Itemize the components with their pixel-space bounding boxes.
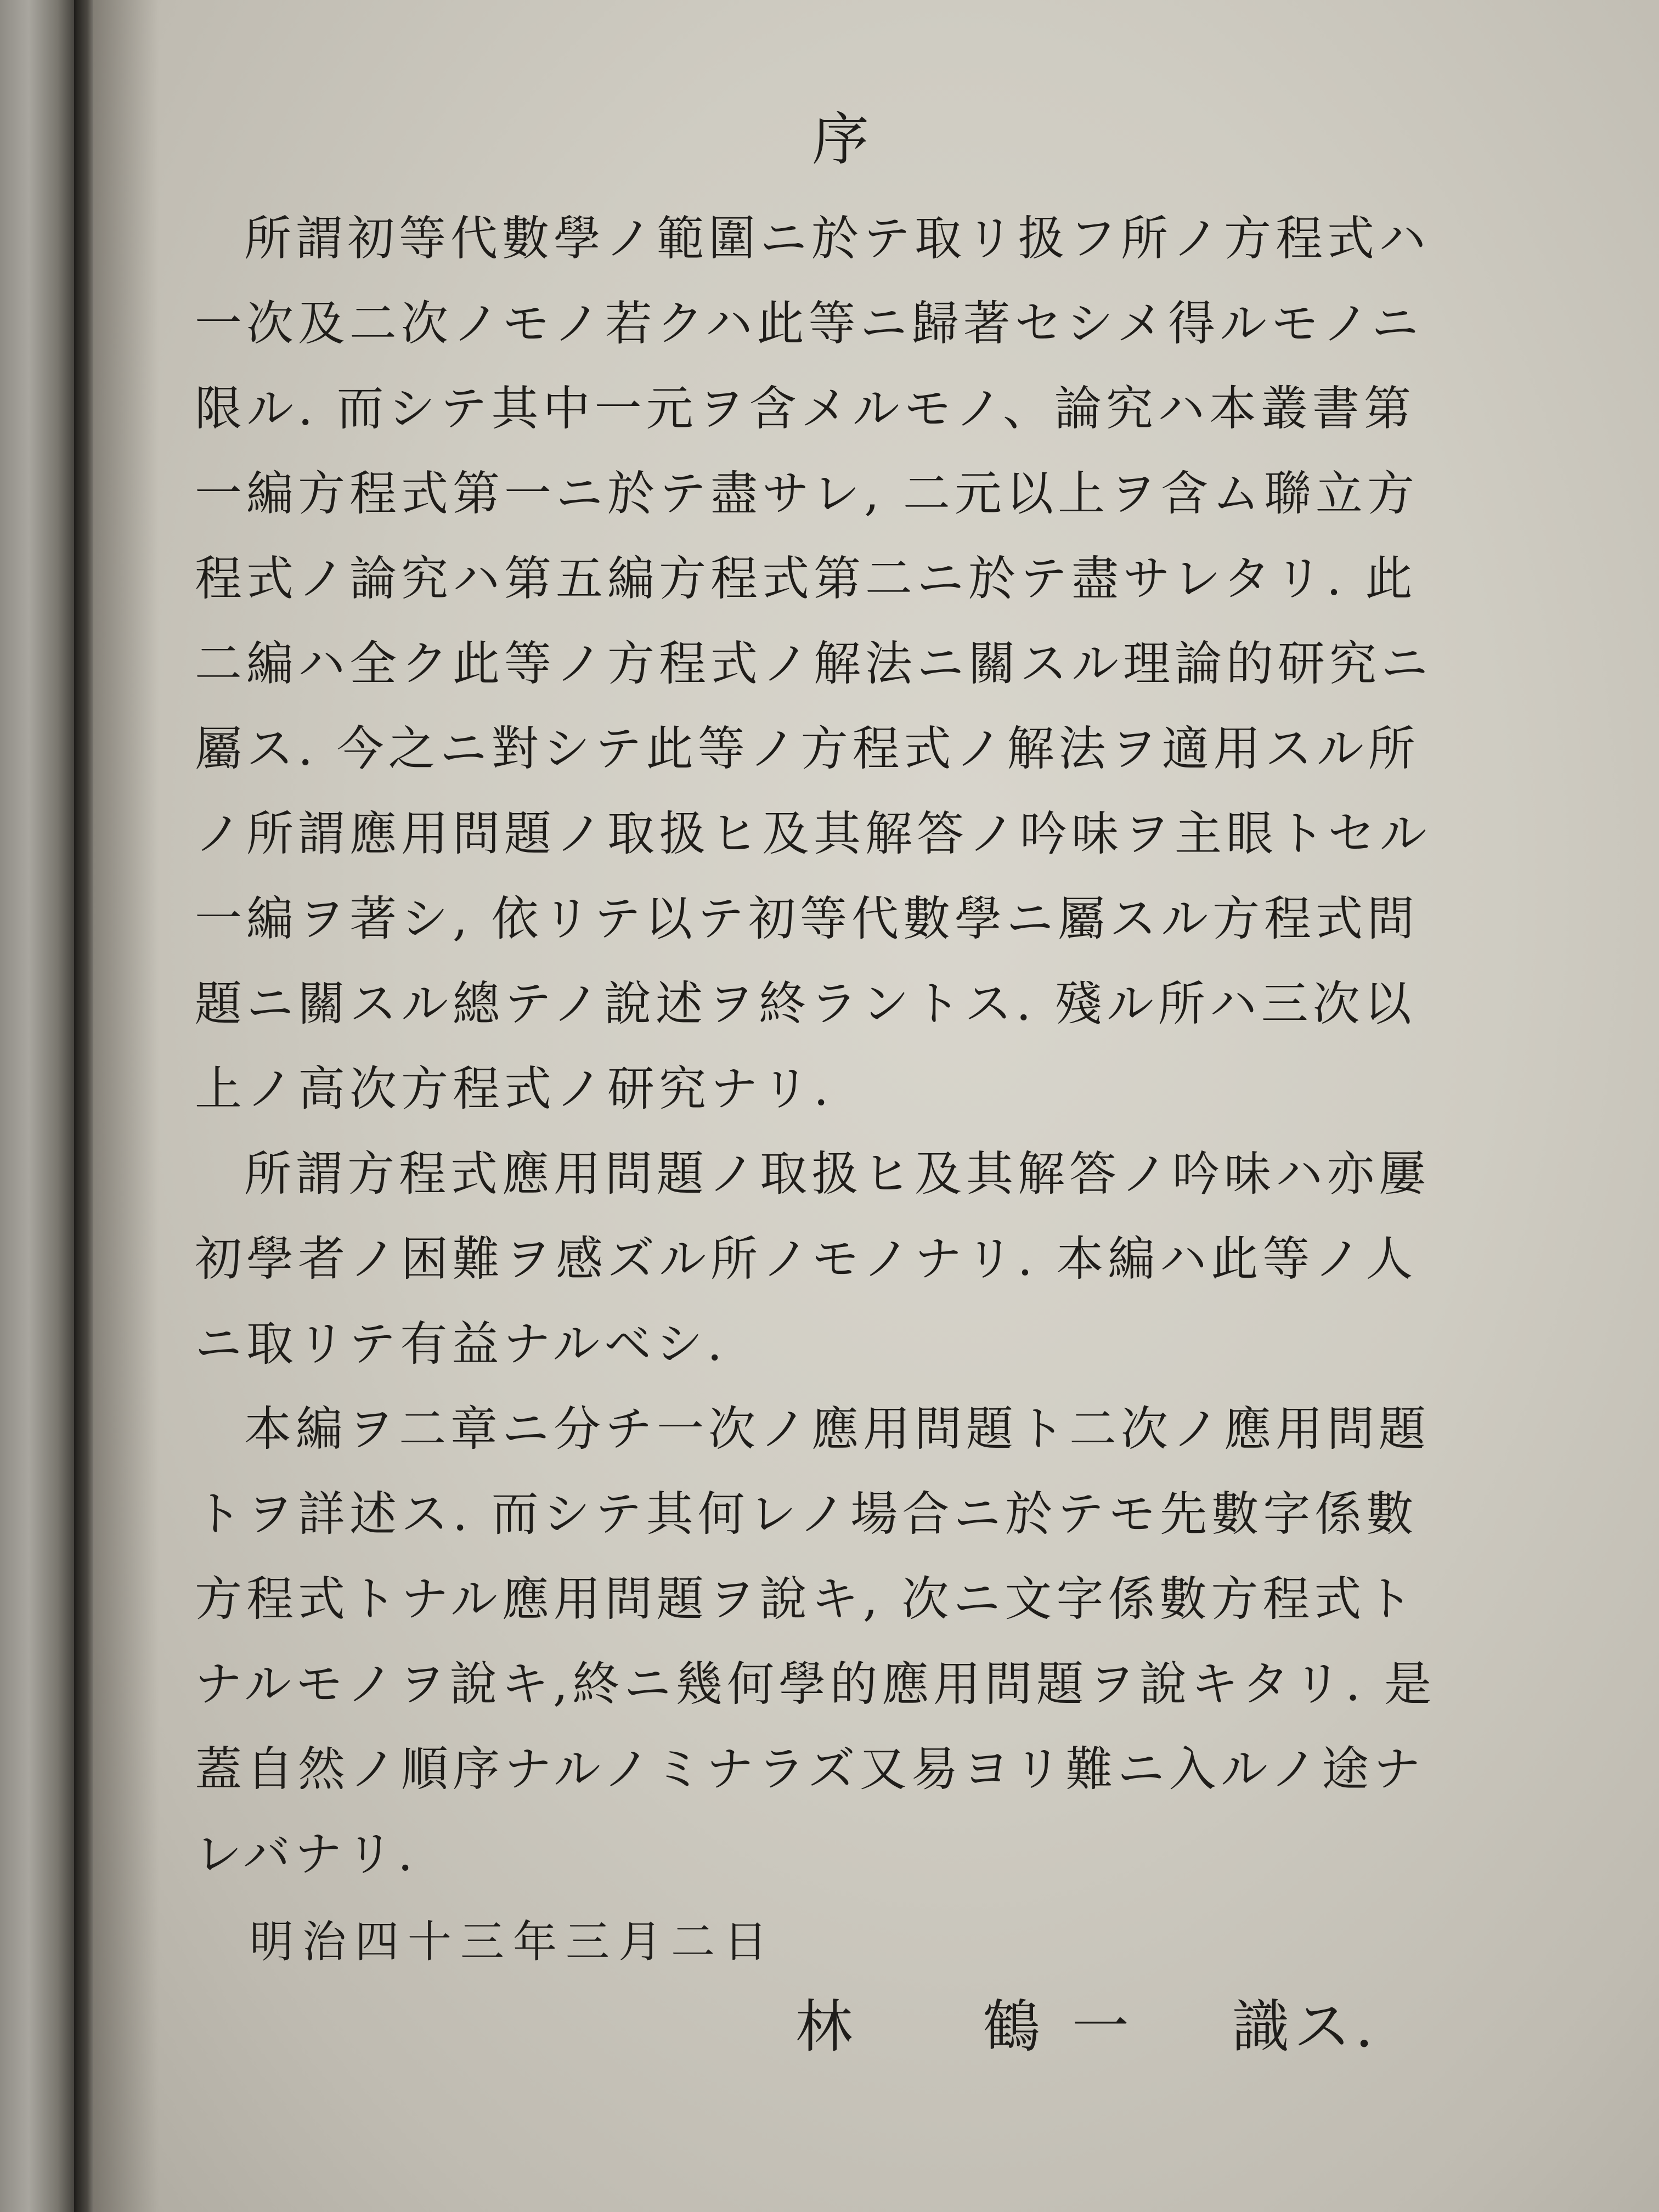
- text-line: 題ニ關スル總テノ說述ヲ終ラントス. 殘ル所ハ三次以: [195, 977, 1416, 1031]
- text-line: 初學者ノ困難ヲ感ズル所ノモノナリ. 本編ハ此等ノ人: [195, 1232, 1418, 1286]
- text-line: レバナリ.: [195, 1827, 417, 1882]
- text-line: 所謂初等代數學ノ範圍ニ於テ取リ扱フ所ノ方程式ハ: [244, 211, 1430, 266]
- text-line: 所謂方程式應用問題ノ取扱ヒ及其解答ノ吟味ハ亦屢: [244, 1147, 1430, 1201]
- text-line: 方程式トナル應用問題ヲ說キ, 次ニ文字係數方程式ト: [195, 1572, 1418, 1627]
- text-line: 限ル. 而シテ其中一元ヲ含メルモノ、論究ハ本叢書第: [195, 381, 1415, 436]
- text-line: ナルモノヲ說キ,終ニ幾何學的應用問題ヲ說キタリ. 是: [195, 1657, 1436, 1712]
- signature-char: 鶴: [983, 1993, 1045, 2060]
- text-line: ニ取リテ有益ナルベシ.: [195, 1317, 727, 1372]
- signature-char: 林: [795, 1993, 857, 2060]
- text-line: 蓋自然ノ順序ナルノミナラズ又易ヨリ難ニ入ルノ途ナ: [195, 1742, 1425, 1797]
- text-line: 屬ス. 今之ニ對シテ此等ノ方程式ノ解法ヲ適用スル所: [195, 721, 1420, 776]
- book-gutter: [74, 0, 96, 2212]
- signature-char: 識ス.: [1232, 1993, 1378, 2060]
- text-line: 一次及二次ノモノ若クハ此等ニ歸著セシメ得ルモノニ: [195, 296, 1423, 351]
- document-date: 明治四十三年三月二日: [250, 1916, 776, 1967]
- text-line: 一編方程式第一ニ於テ盡サレ, 二元以上ヲ含ム聯立方: [195, 466, 1419, 521]
- text-line: ノ所謂應用問題ノ取扱ヒ及其解答ノ吟味ヲ主眼トセル: [195, 806, 1431, 861]
- text-line: 本編ヲ二章ニ分チ一次ノ應用問題ト二次ノ應用問題: [244, 1402, 1430, 1457]
- signature-char: 一: [1072, 1993, 1134, 2060]
- text-line: 上ノ高次方程式ノ研究ナリ.: [195, 1062, 833, 1116]
- book-page: [93, 0, 1659, 2212]
- text-line: トヲ詳述ス. 而シテ其何レノ場合ニ於テモ先數字係數: [195, 1487, 1418, 1542]
- text-line: 二編ハ全ク此等ノ方程式ノ解法ニ關スル理論的研究ニ: [195, 636, 1432, 691]
- signature: [795, 1980, 1378, 2063]
- text-line: 程式ノ論究ハ第五編方程式第二ニ於テ盡サレタリ. 此: [195, 551, 1417, 606]
- page-title: 序: [812, 106, 872, 173]
- left-page-edge: [0, 0, 82, 2212]
- text-line: 一編ヲ著シ, 依リテ以テ初等代數學ニ屬スル方程式問: [195, 891, 1419, 946]
